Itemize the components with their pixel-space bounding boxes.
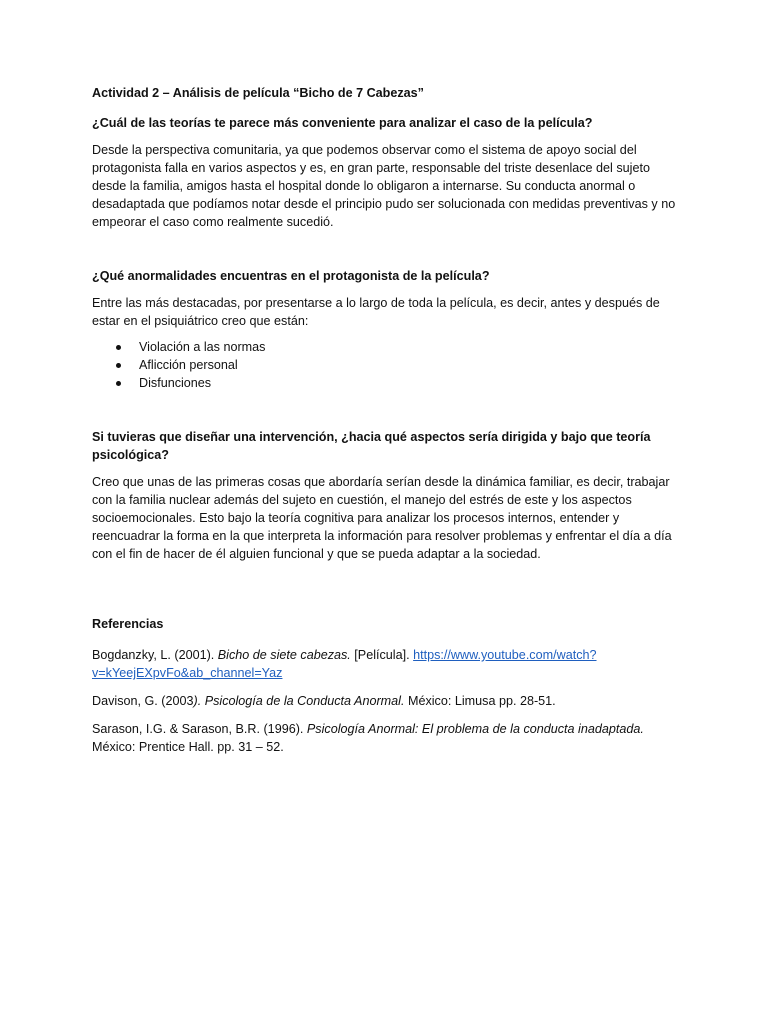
document-title: Actividad 2 – Análisis de película “Bicho de 7 Cabezas” <box>92 86 424 100</box>
reference-3 <box>92 720 682 756</box>
bullet-icon <box>116 381 121 386</box>
question-2: ¿Qué anormalidades encuentras en el protagonista de la película? <box>92 269 490 283</box>
spacer <box>92 392 682 428</box>
bullet-icon <box>116 345 121 350</box>
spacer <box>92 231 682 267</box>
reference-2 <box>92 692 682 710</box>
list-item-label: Disfunciones <box>139 376 212 390</box>
list-item-label: Aflicción personal <box>139 358 238 372</box>
reference-author: Sarason, I.G. & Sarason, B.R. (1996). <box>92 722 307 736</box>
reference-1 <box>92 646 682 682</box>
reference-publisher: México: Limusa pp. 28-51. <box>404 694 556 708</box>
spacer <box>92 563 682 599</box>
reference-link[interactable]: https://www.youtube.com/watch?v=kYeejEXpvFo&ab_channel=Yaz <box>92 648 597 680</box>
reference-author: Davison, G. (2003 <box>92 694 194 708</box>
reference-work: ). Psicología de la Conducta Anormal. <box>193 694 405 708</box>
answer-1: Desde la perspectiva comunitaria, ya que podemos observar como el sistema de apoyo social del protagonista falla en varios aspectos y es, en gran parte, responsable del triste desenlace del sujeto desde la familia, amigos hasta el hospital donde lo obligaron a internarse. Su conducta anormal o desadaptada que podíamos notar desde el principio pudo ser solucionada con medidas preventivas y no empeorar el caso como realmente sucedió. <box>92 143 676 229</box>
references-title: Referencias <box>92 617 164 631</box>
list-item <box>92 338 682 356</box>
reference-publisher: México: Prentice Hall. pp. 31 – 52. <box>92 740 284 754</box>
answer-3: Creo que unas de las primeras cosas que abordaría serían desde la dinámica familiar, es decir, trabajar con la familia nuclear además del sujeto en cuestión, el manejo del estrés de este y los aspectos socioemocionales. Esto bajo la teoría cognitiva para analizar los procesos internos, entender y reencuadrar la forma en la que interpreta la información para resolver problemas y enfrentar el día a día con el fin de hacer de él alguien funcional y que se pueda adaptar a la sociedad. <box>92 475 672 561</box>
spacer <box>92 330 682 338</box>
document-page <box>92 84 682 766</box>
list-item <box>92 356 682 374</box>
anomalies-list <box>92 338 682 392</box>
list-item-label: Violación a las normas <box>139 340 266 354</box>
list-item <box>92 374 682 392</box>
answer-2: Entre las más destacadas, por presentarse a lo largo de toda la película, es decir, antes y después de estar en el psiquiátrico creo que están: <box>92 296 660 328</box>
reference-type: [Película]. <box>350 648 414 662</box>
reference-author: Bogdanzky, L. (2001). <box>92 648 218 662</box>
question-1: ¿Cuál de las teorías te parece más conveniente para analizar el caso de la película? <box>92 116 593 130</box>
question-3: Si tuvieras que diseñar una intervención, ¿hacia qué aspectos sería dirigida y bajo que teoría psicológica? <box>92 430 651 462</box>
reference-work: Bicho de siete cabezas. <box>217 648 351 662</box>
bullet-icon <box>116 363 121 368</box>
spacer <box>92 599 682 615</box>
reference-work: Psicología Anormal: El problema de la conducta inadaptada. <box>306 722 644 736</box>
